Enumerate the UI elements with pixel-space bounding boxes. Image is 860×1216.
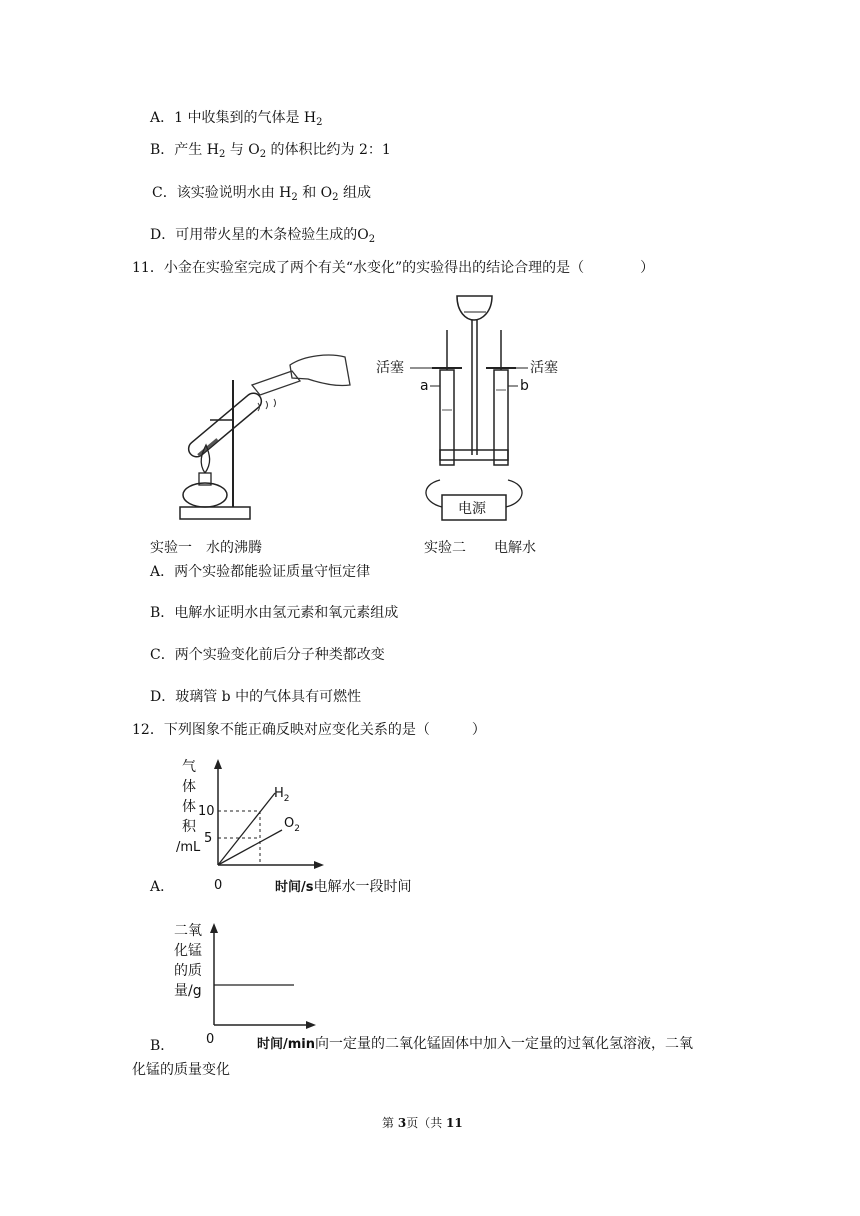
glass-plate [252, 371, 300, 395]
q10-option-b-sub1: 2 [218, 149, 226, 160]
q11-option-c: C．两个实验变化前后分子种类都改变 [150, 647, 385, 663]
q12-option-a-xlabel: 时间/s [275, 880, 314, 895]
ylabel-line-4: 量/g [174, 983, 202, 999]
q10-option-d-sub: 2 [368, 234, 376, 245]
tube-b-label: b [520, 378, 529, 394]
ylabel-char-1: 气 [182, 759, 196, 775]
test-tube [185, 390, 264, 460]
page-footer [382, 1114, 463, 1131]
q12-stem: 12．下列图象不能正确反映对应变化关系的是（ ） [132, 722, 486, 738]
ylabel-char-3: 体 [182, 799, 196, 815]
valve-right-label: 活塞 [530, 360, 558, 376]
q12-option-b-caption-line2: 化锰的质量变化 [132, 1062, 230, 1078]
q11-figure-experiment1 [140, 345, 360, 560]
ylabel-char-2: 体 [182, 779, 196, 795]
q10-option-d-text: D．可用带火星的木条检验生成的O [150, 227, 369, 243]
q11-option-a: A．两个实验都能验证质量守恒定律 [150, 564, 371, 580]
q12-option-b-caption [257, 1034, 693, 1055]
fig2-caption: 实验二 电解水 [424, 540, 536, 556]
ylabel-char-4: 积 [182, 819, 196, 835]
stand-base [180, 507, 250, 519]
footer-mid: 页（共 [406, 1116, 447, 1130]
q10-option-c-text3: 组成 [338, 185, 371, 201]
q10-option-b-text2: 与 O [225, 142, 260, 158]
origin-label: 0 [214, 878, 223, 893]
q12-option-b-caption-line1: 向一定量的二氧化锰固体中加入一定量的过氧化氢溶液，二氧 [315, 1036, 694, 1052]
q11-figure-experiment2 [372, 290, 572, 560]
q10-option-b [150, 140, 391, 165]
ytick-5: 5 [204, 831, 213, 846]
alcohol-lamp [183, 483, 227, 507]
q11-stem: 11．小金在实验室完成了两个有关“水变化”的实验得出的结论合理的是（ ） [132, 260, 655, 276]
q11-option-b: B．电解水证明水由氢元素和氧元素组成 [150, 605, 399, 621]
valve-left-label: 活塞 [376, 360, 404, 376]
q10-option-a-text: A．1 中收集到的气体是 H [150, 110, 317, 126]
ylabel-line-1: 二氧 [174, 923, 202, 939]
ytick-10: 10 [198, 804, 215, 819]
q10-option-b-sub2: 2 [259, 149, 267, 160]
q12-option-b-xlabel: 时间/min [257, 1037, 316, 1052]
q10-option-c-text2: 和 O [297, 185, 333, 201]
series-h2-label: $H_2$ [274, 786, 290, 804]
series-o2-label: $O_2$ [284, 816, 300, 834]
q11-option-d: D．玻璃管 b 中的气体具有可燃性 [150, 689, 362, 705]
q12-option-a [150, 877, 174, 897]
ylabel-line-2: 化锰 [174, 943, 202, 959]
series-o2-line [218, 830, 282, 865]
q10-option-b-text1: B．产生 H [150, 142, 219, 158]
q10-option-a-sub: 2 [316, 117, 323, 128]
q10-option-b-text3: 的体积比约为 2：1 [266, 142, 391, 158]
tube-a-label: a [420, 378, 429, 394]
q12-option-a-graph [170, 755, 330, 895]
q12-option-a-caption [275, 877, 412, 898]
q10-option-c-text1: C．该实验说明水由 H [152, 185, 292, 201]
fig1-caption: 实验一 水的沸腾 [150, 540, 262, 556]
q10-option-c [152, 183, 371, 208]
footer-prefix: 第 [382, 1116, 398, 1130]
footer-page-number: 3 [397, 1116, 407, 1130]
q10-option-a [150, 108, 323, 133]
q12-option-a-caption-text: 电解水一段时间 [313, 879, 412, 895]
footer-total-pages: 11 [446, 1116, 463, 1130]
y-axis-label [174, 923, 202, 999]
funnel [457, 296, 492, 320]
power-label: 电源 [458, 501, 486, 517]
ylabel-char-5: /mL [176, 840, 201, 855]
q10-option-c-sub2: 2 [332, 192, 339, 203]
series-h2-line [218, 793, 275, 865]
q10-option-d [150, 225, 375, 250]
q10-option-c-sub1: 2 [291, 192, 298, 203]
q12-option-a-letter: A． [150, 879, 175, 895]
origin-label: 0 [206, 1032, 215, 1045]
q12-option-b-graph [170, 915, 320, 1045]
ylabel-line-3: 的质 [174, 963, 202, 979]
q12-option-b-letter: B． [150, 1038, 175, 1054]
